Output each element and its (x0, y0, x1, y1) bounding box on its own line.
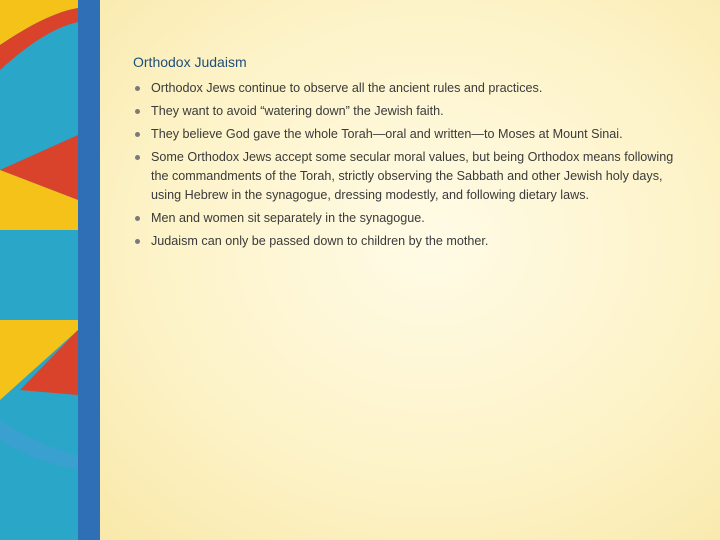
bullet-dot-icon (135, 109, 140, 114)
bullet-item (133, 232, 688, 251)
bullet-dot-icon (135, 239, 140, 244)
bullet-text: Some Orthodox Jews accept some secular moral values, but being Orthodox means following the commandments of the Torah, strictly observing the Sabbath and other Jewish holy days, using Hebrew in the synagogue, dressing modestly, and following dietary laws. (151, 150, 674, 202)
bullet-item (133, 209, 688, 228)
bullet-dot-icon (135, 216, 140, 221)
slide-title: Orthodox Judaism (133, 54, 247, 70)
bullet-list (133, 79, 688, 251)
bullet-item (133, 148, 688, 205)
bullet-text: They want to avoid “watering down” the Jewish faith. (151, 104, 444, 118)
bullet-item (133, 125, 688, 144)
decorative-left-band (0, 0, 100, 540)
bullet-dot-icon (135, 132, 140, 137)
bullet-text: Orthodox Jews continue to observe all the ancient rules and practices. (151, 81, 543, 95)
bullet-text: They believe God gave the whole Torah—oral and written—to Moses at Mount Sinai. (151, 127, 623, 141)
bullet-text: Judaism can only be passed down to children by the mother. (151, 234, 489, 248)
bullet-dot-icon (135, 86, 140, 91)
bullet-item (133, 102, 688, 121)
bullet-dot-icon (135, 155, 140, 160)
bullet-item (133, 79, 688, 98)
band-blue-stripe (78, 0, 100, 540)
bullet-text: Men and women sit separately in the synagogue. (151, 211, 425, 225)
slide-content (133, 52, 688, 255)
